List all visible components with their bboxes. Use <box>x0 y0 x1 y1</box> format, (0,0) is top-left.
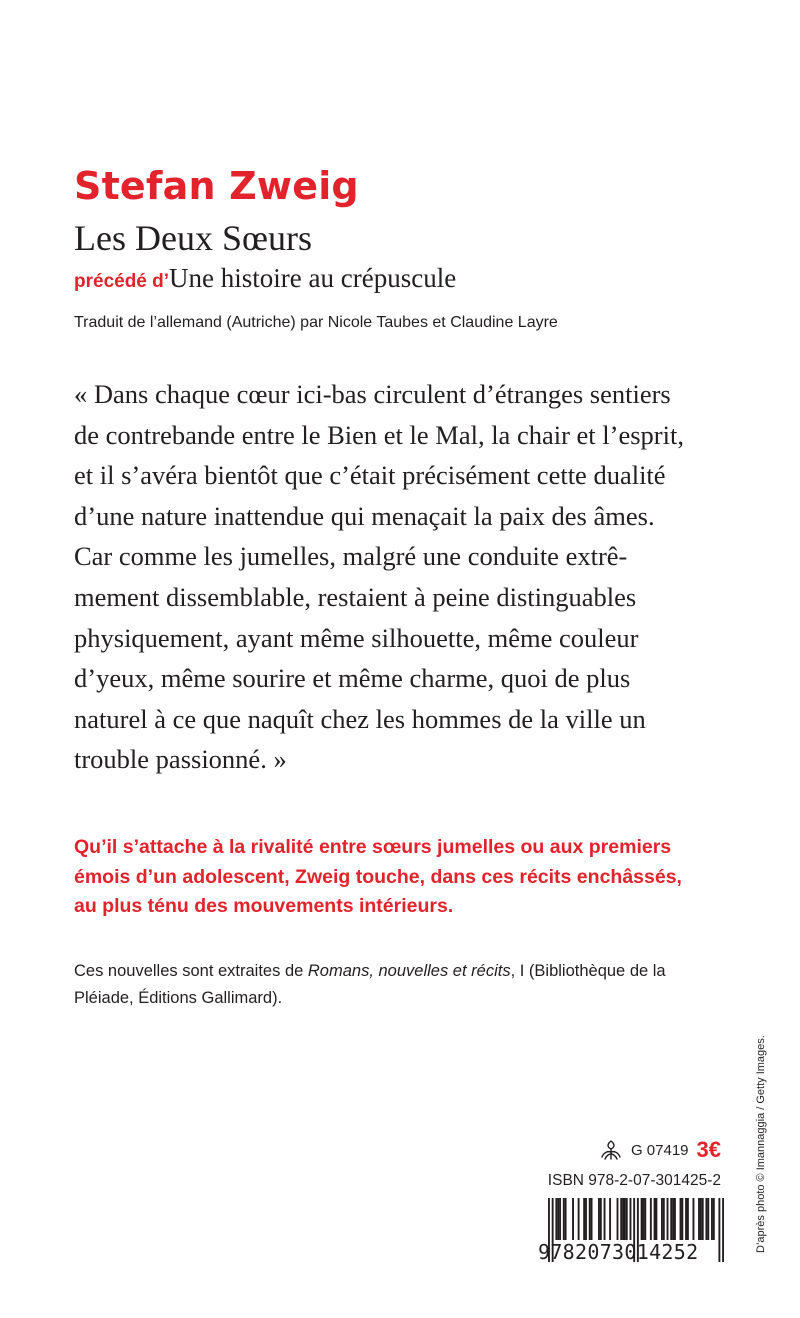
book-title: Les Deux Sœurs <box>74 218 312 258</box>
quote-line: mement dissemblable, restaient à peine distinguables <box>74 581 637 612</box>
barcode-bar <box>705 1198 707 1240</box>
barcode-bar <box>680 1198 682 1240</box>
barcode-bar <box>589 1198 591 1240</box>
barcode-bar <box>644 1198 646 1240</box>
barcode-bar <box>663 1198 665 1240</box>
barcode-bar <box>685 1198 687 1240</box>
barcode-bar <box>713 1198 715 1240</box>
subtitle-text: Une histoire au crépuscule <box>169 263 457 293</box>
barcode-bar <box>687 1198 689 1240</box>
excerpt-quote <box>74 374 734 780</box>
source-note <box>74 958 754 1012</box>
quote-line: et il s’avéra bientôt que c’était précisément cette dualité <box>74 460 666 491</box>
subtitle-prefix: précédé d’ <box>74 271 170 292</box>
price: 3€ <box>696 1137 721 1162</box>
red-blurb <box>74 833 754 922</box>
barcode-bar <box>622 1198 624 1240</box>
barcode-bar <box>700 1198 702 1240</box>
quote-line: « Dans chaque cœur ici-bas circulent d’étranges sentiers <box>74 379 671 409</box>
barcode-bar <box>557 1198 559 1240</box>
barcode-bar <box>555 1198 557 1240</box>
barcode-bar <box>609 1198 611 1240</box>
barcode-bar <box>624 1198 626 1240</box>
barcode-bar <box>661 1198 663 1240</box>
barcode-bar <box>670 1198 672 1240</box>
barcode-bar <box>600 1198 602 1240</box>
blurb-line: Qu’il s’attache à la rivalité entre sœurs jumelles ou aux premiers <box>74 836 672 858</box>
barcode-bar <box>674 1198 676 1240</box>
barcode-bar <box>563 1198 565 1240</box>
barcode-bar <box>707 1198 709 1240</box>
barcode-bar <box>711 1198 713 1240</box>
barcode-bar <box>650 1198 652 1240</box>
barcode-bar <box>559 1198 561 1240</box>
barcode-bar <box>585 1198 587 1240</box>
barcode-bar <box>591 1198 593 1240</box>
barcode-bar <box>578 1198 580 1240</box>
blurb-line: émois d’un adolescent, Zweig touche, dans ces récits enchâssés, <box>74 865 682 888</box>
barcode-bar <box>655 1198 657 1240</box>
source-italic-title: Romans, nouvelles et récits <box>307 962 511 980</box>
catalog-code: G 07419 <box>630 1141 689 1159</box>
barcode-digits: 9782073014252 <box>538 1240 699 1264</box>
source-line-1 <box>74 958 754 985</box>
source-text: Ces nouvelles sont extraites de <box>74 962 308 980</box>
barcode-bar <box>641 1198 643 1240</box>
quote-line: d’yeux, même sourire et même charme, quoi de plus <box>74 663 631 694</box>
photo-credit: D’après photo © Imannaggia / Getty Images. <box>755 1035 767 1253</box>
barcode-bar <box>672 1198 674 1240</box>
barcode-bar <box>572 1198 574 1240</box>
source-text: , I (Bibliothèque de la <box>510 962 666 980</box>
quote-line: de contrebande entre le Bien et le Mal, la chair et l’esprit, <box>74 419 684 450</box>
barcode-bar <box>620 1198 622 1240</box>
barcode-bar <box>583 1198 585 1240</box>
author-name: Stefan Zweig <box>74 164 359 208</box>
barcode-bar <box>630 1198 632 1240</box>
barcode-bar <box>604 1198 606 1240</box>
quote-line: physiquement, ayant même silhouette, même couleur <box>74 622 639 653</box>
barcode-bar <box>617 1198 619 1240</box>
translator-credit: Traduit de l’allemand (Autriche) par Nicole Taubes et Claudine Layre <box>74 314 558 331</box>
barcode-bar <box>642 1198 644 1240</box>
folio-logo-icon <box>599 1139 623 1161</box>
barcode-bar <box>702 1198 704 1240</box>
blurb-line: au plus ténu des mouvements intérieurs. <box>74 895 454 917</box>
source-line-2: Pléiade, Éditions Gallimard). <box>74 989 283 1007</box>
quote-line: Car comme les jumelles, malgré une conduite extrê- <box>74 541 628 572</box>
quote-line: naturel à ce que naquît chez les hommes de la ville un <box>74 703 646 734</box>
barcode-bar <box>598 1198 600 1240</box>
quote-line: trouble passionné. » <box>74 744 287 775</box>
barcode-bar <box>693 1198 695 1240</box>
barcode-bar <box>626 1198 628 1240</box>
barcode-bar <box>565 1198 567 1240</box>
barcode-bar <box>654 1198 656 1240</box>
quote-line: d’une nature inattendue qui menaçait la paix des âmes. <box>74 500 655 531</box>
barcode-bar <box>667 1198 669 1240</box>
isbn: ISBN 978-2-07-301425-2 <box>547 1172 721 1189</box>
barcode-bar <box>681 1198 683 1240</box>
barcode-bar <box>698 1198 700 1240</box>
price-line <box>599 1137 721 1163</box>
book-subtitle <box>74 263 456 294</box>
